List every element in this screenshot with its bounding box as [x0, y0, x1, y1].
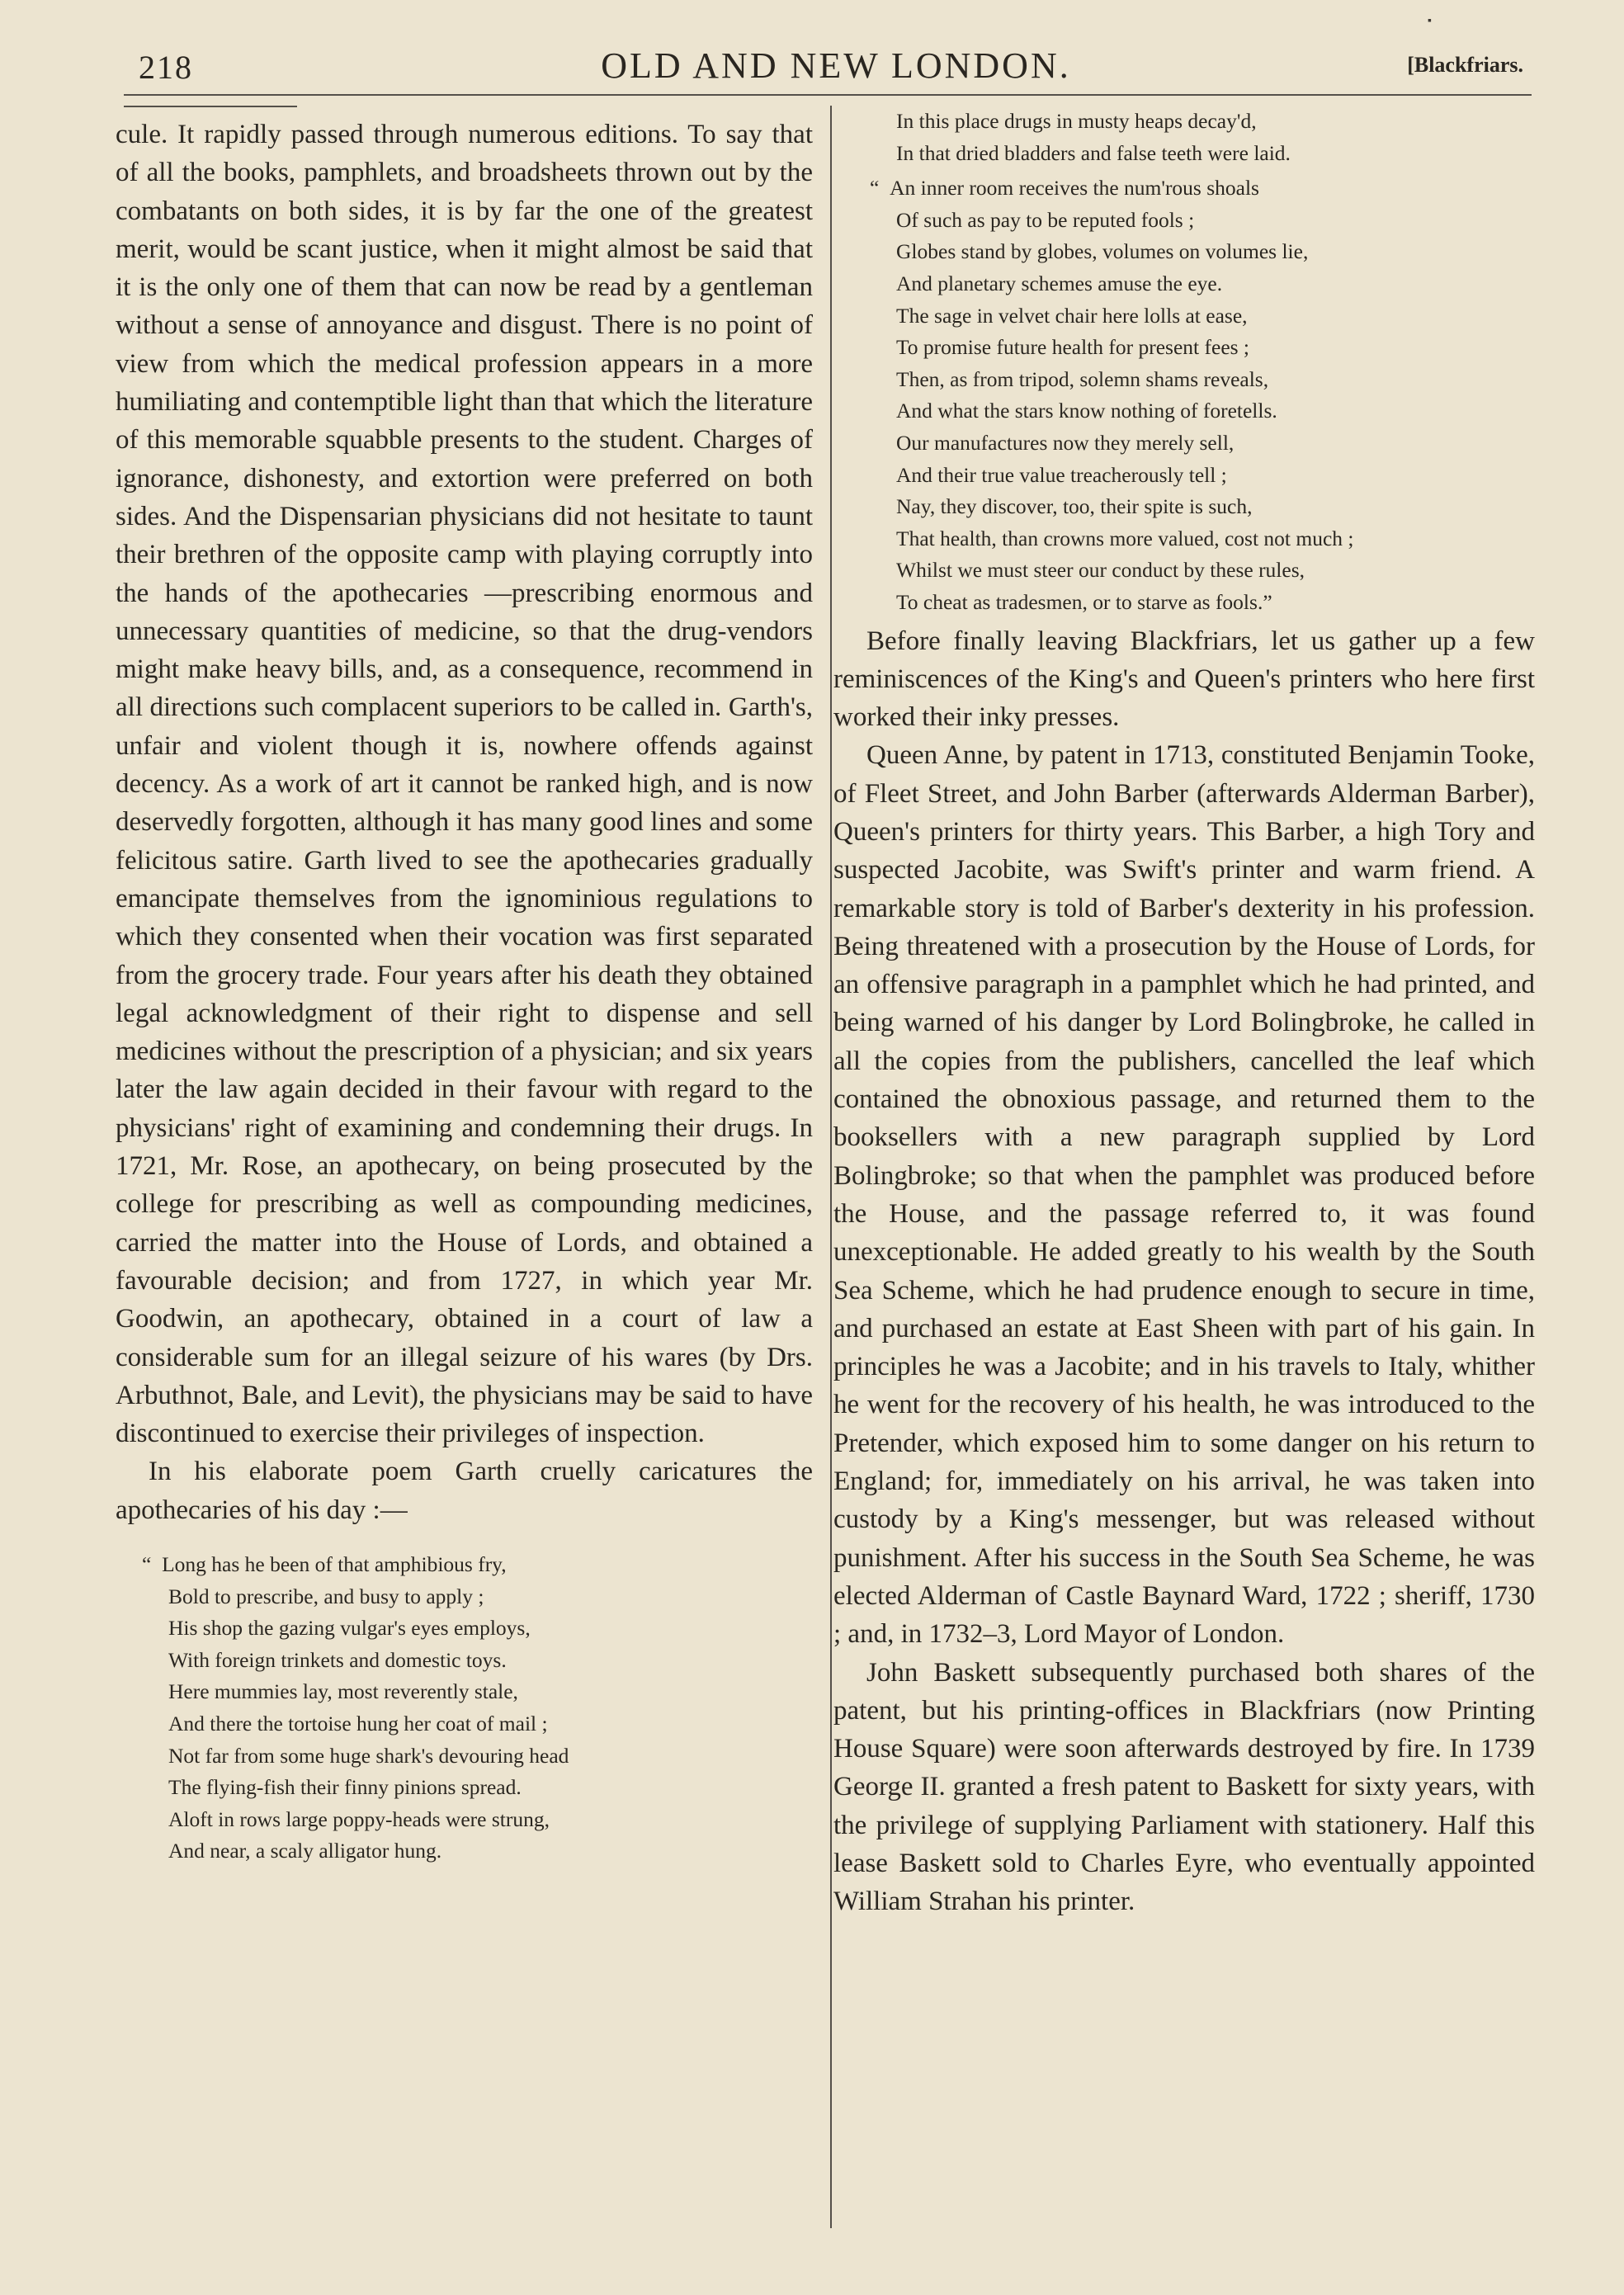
verse-line: Aloft in rows large poppy-heads were strung,	[168, 1806, 550, 1831]
book-title: OLD AND NEW LONDON.	[601, 45, 1071, 86]
verse-line: Globes stand by globes, volumes on volumes lie,	[896, 239, 1309, 264]
verse-line: And what the stars know nothing of foretells.	[896, 399, 1277, 423]
right-column	[833, 106, 1535, 1921]
body-paragraph: cule. It rapidly passed through numerous editions. To say that of all the books, pamphlets, and broadsheets thrown out by the combatants on both sides, it is by far the one of the greatest merit, would be scant justice, when it might almost be said that it is the only one of them that can now be read by a gentleman without a sense of annoyance and disgust. There is no point of view from which the medical profession appears in a more humiliating and contemptible light than that which the literature of this memorable squabble presents to the student. Charges of ignorance, dishonesty, and extortion were preferred on both sides. And the Dispensarian physicians did not hesitate to taunt their brethren of the opposite camp with playing corruptly into the hands of the apothecaries —prescribing enormous and unnecessary quantities of medicine, so that the drug-vendors might make heavy bills, and, as a consequence, recommend in all directions such complacent superiors to be called in. Garth's, unfair and violent though it is, nowhere offends against decency. As a work of art it cannot be ranked high, and is now deservedly forgotten, although it has many good lines and some felicitous satire. Garth lived to see the apothecaries gradually emancipate themselves from the ignominious regulations to which they consented when their vocation was first separated from the grocery trade. Four years after his death they obtained legal acknowledgment of their right to dispense and sell medicines without the prescription of a physician; and six years later the law again decided in their favour with regard to the physicians' right of examining and condemning their drugs. In 1721, Mr. Rose, an apothecary, on being prosecuted by the college for prescribing as well as compounding medicines, carried the matter into the House of Lords, and obtained a favourable decision; and from 1727, in which year Mr. Goodwin, an apothecary, obtained in a court of law a considerable sum for an illegal seizure of his wares (by Drs. Arbuthnot, Bale, and Levit), the physicians may be said to have discontinued to exercise their privileges of inspection.	[116, 120, 813, 1449]
verse-line: Not far from some huge shark's devouring head	[168, 1743, 569, 1768]
verse-line: And near, a scaly alligator hung.	[168, 1839, 442, 1863]
header-rule	[124, 94, 1532, 96]
body-paragraph: Queen Anne, by patent in 1713, constituted Benjamin Tooke, of Fleet Street, and John Barber (afterwards Alderman Barber), Queen's printers for thirty years. This Barber, a high Tory and suspected Jacobite, was Swift's printer and warm friend. A remarkable story is told of Barber's dexterity in his profession. Being threatened with a prosecution by the House of Lords, for an offensive paragraph in a pamphlet which he had printed, and being warned of his danger by Lord Bolingbroke, he called in all the copies from the publishers, cancelled the leaf which contained the obnoxious passage, and returned them to the booksellers with a new paragraph supplied by Lord Bolingbroke; so that when the pamphlet was produced before the House, and the passage referred to, it was found unexceptionable. He added greatly to his wealth by the South Sea Scheme, which he had prudence enough to secure in time, and purchased an estate at East Sheen with part of his gain. In principles he was a Jacobite; and in his travels to Italy, whither he went for the recovery of his health, he was introduced to the Pretender, which exposed him to some danger on his return to England; for, immediately on his arrival, he was taken into custody by a King's messenger, but was released without punishment. After his success in the South Sea Scheme, he was elected Alderman of Castle Baynard Ward, 1722 ; sheriff, 1730 ; and, in 1732–3, Lord Mayor of London.	[833, 740, 1535, 1650]
body-paragraph: In his elaborate poem Garth cruelly caricatures the apothecaries of his day :—	[116, 1457, 813, 1525]
verse-line: Of such as pay to be reputed fools ;	[896, 207, 1195, 232]
left-column	[116, 116, 813, 1868]
verse-line: To cheat as tradesmen, or to starve as fools.”	[896, 589, 1272, 614]
column-head-rule	[124, 106, 297, 107]
column-divider	[830, 106, 832, 2228]
printer-mark: ▪	[1428, 15, 1432, 27]
verse-line: And planetary schemes amuse the eye.	[896, 271, 1223, 295]
body-paragraph: John Baskett subsequently purchased both shares of the patent, but his printing-offices in Blackfriars (now Printing House Square) were soon afterwards destroyed by fire. In 1739 George II. granted a fresh patent to Baskett for sixty years, with the privilege of supplying Parliament with stationery. Half this lease Baskett sold to Charles Eyre, who eventually appointed William Strahan his printer.	[833, 1657, 1535, 1917]
verse-line: His shop the gazing vulgar's eyes employs,	[168, 1616, 531, 1641]
running-header	[139, 41, 1533, 91]
verse-line: And their true value treacherously tell ;	[896, 462, 1227, 487]
verse-line: The flying-fish their finny pinions spread.	[168, 1775, 522, 1800]
verse-line: Nay, they discover, too, their spite is such,	[896, 494, 1253, 519]
verse-line: In that dried bladders and false teeth were laid.	[896, 140, 1291, 165]
poem-stanza	[833, 172, 1535, 618]
verse-line: Bold to prescribe, and busy to apply ;	[168, 1584, 484, 1608]
verse-line: To promise future health for present fees ;	[896, 335, 1250, 360]
verse-line: The sage in velvet chair here lolls at ease,	[896, 303, 1248, 328]
verse-line: And there the tortoise hung her coat of mail ;	[168, 1711, 548, 1735]
verse-line: Our manufactures now they merely sell,	[896, 430, 1235, 455]
page-number: 218	[139, 49, 193, 86]
verse-line: Here mummies lay, most reverently stale,	[168, 1679, 518, 1704]
verse-line: Whilst we must steer our conduct by these rules,	[896, 558, 1305, 583]
verse-line: “ An inner room receives the num'rous shoals	[870, 172, 1535, 205]
poem-quote	[116, 1549, 813, 1868]
verse-line: With foreign trinkets and domestic toys.	[168, 1647, 507, 1672]
verse-line: Then, as from tripod, solemn shams reveals,	[896, 366, 1269, 391]
poem-continuation	[833, 106, 1535, 169]
body-paragraph: Before finally leaving Blackfriars, let us gather up a few reminiscences of the King's and Queen's printers who here first worked their inky presses.	[833, 626, 1535, 733]
section-name: [Blackfriars.	[1407, 53, 1523, 77]
verse-line: That health, than crowns more valued, cost not much ;	[896, 526, 1354, 550]
verse-line: “ Long has he been of that amphibious fry,	[142, 1549, 813, 1581]
verse-line: In this place drugs in musty heaps decay'd,	[896, 109, 1257, 133]
